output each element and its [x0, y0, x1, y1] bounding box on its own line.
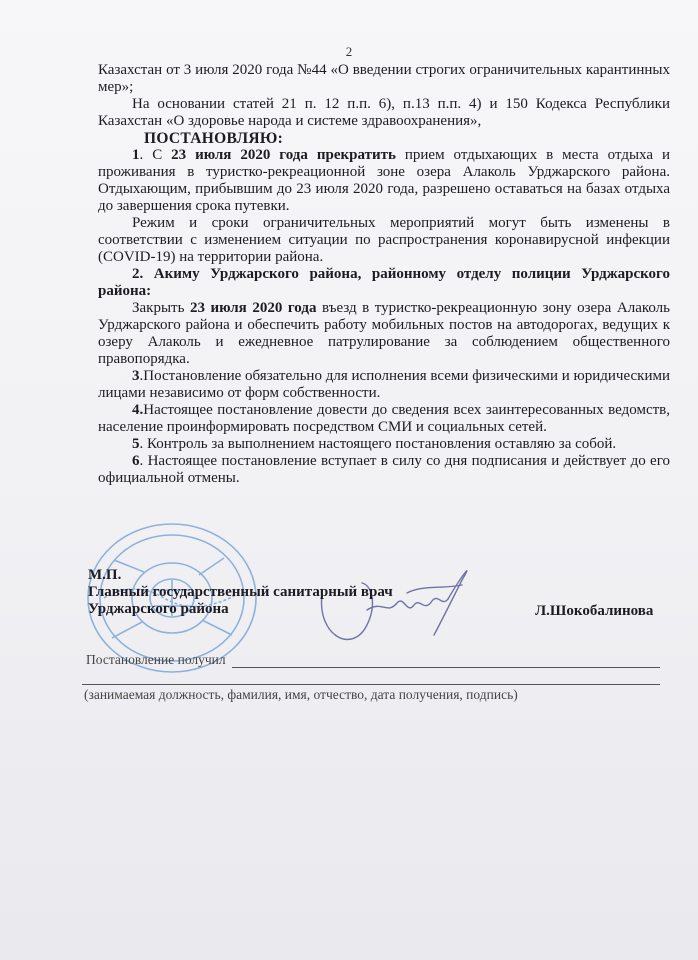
paragraph-text: прием отдыхающих в места отдыха и проживания в туристко-рекреационной зоне озера Алаколь Урджарского района. Отдыхающим, прибывшим до 23 июля 2020 года, разрешено оставаться на базах отдыха до завершения срока путевки.	[98, 147, 670, 214]
paragraph-text: .Постановление обязательно для исполнения всеми физическими и юридическими лицами независимо от форм собственности.	[98, 368, 670, 401]
paragraph-10	[98, 453, 670, 487]
paragraph-text: въезд в туристко-рекреационную зону озера Алаколь Урджарского района и обеспечить работу мобильных постов на автодорогах, ведущих к озеру Алаколь и ежедневное патрулирование за соблюдением общественного правопорядка.	[98, 300, 671, 367]
paragraph-text: Казахстан от 3 июля 2020 года №44 «О введении строгих ограничительных карантинных мер»;	[98, 62, 670, 95]
paragraph-text: 23 июля 2020 года	[189, 300, 317, 316]
paragraph-1	[98, 96, 670, 130]
signer-position-line2: Урджарского района	[88, 601, 229, 617]
document-body	[98, 62, 670, 487]
paragraph-text: ПОСТАНОВЛЯЮ:	[144, 130, 284, 147]
receiver-details-caption: (занимаемая должность, фамилия, имя, отчество, дата получения, подпись)	[84, 687, 518, 702]
paragraph-2	[98, 130, 670, 147]
paragraph-text: Режим и сроки ограничительных мероприятий могут быть изменены в соответствии с изменением ситуации по распространения коронавирусной инфекции (COVID-19) на территории района.	[98, 215, 670, 265]
paragraph-text: Закрыть	[132, 300, 190, 316]
paragraph-0	[98, 62, 670, 96]
paragraph-text: . Настоящее постановление вступает в силу со дня подписания и действует до его официальной отмены.	[98, 453, 670, 486]
paragraph-text: 4.	[132, 402, 144, 418]
paragraph-5	[98, 266, 670, 300]
paragraph-8	[98, 402, 670, 436]
paragraph-text: . С	[139, 147, 172, 163]
paragraph-text: 1	[132, 147, 140, 163]
paragraph-text: . Контроль за выполнением настоящего постановления оставляю за собой.	[139, 436, 617, 452]
paragraph-text: 6	[132, 453, 140, 469]
paragraph-text: Настоящее постановление довести до сведения всех заинтересованных ведомств, население проинформировать посредством СМИ и социальных сетей.	[98, 402, 670, 435]
signer-name: Л.Шокобалинова	[535, 603, 654, 619]
received-field	[86, 652, 660, 668]
paragraph-6	[98, 300, 670, 368]
paragraph-text: 2. Акиму Урджарского района, районному отделу полиции Урджарского района:	[98, 266, 670, 299]
paragraph-3	[98, 147, 670, 215]
paragraph-text: 23 июля 2020 года прекратить	[171, 147, 396, 163]
paragraph-text: На основании статей 21 п. 12 п.п. 6), п.13 п.п. 4) и 150 Кодекса Республики Казахстан «О здоровье народа и системе здравоохранения»,	[98, 96, 670, 129]
received-line	[232, 655, 660, 668]
stamp-place-label: М.П.	[88, 567, 122, 583]
receiver-details-line	[82, 684, 660, 685]
paragraph-text: 3	[132, 368, 140, 384]
paragraph-7	[98, 368, 670, 402]
paragraph-text: 5	[132, 436, 140, 452]
page-number: 2	[345, 44, 353, 59]
received-label: Постановление получил	[86, 652, 226, 667]
paragraph-4	[98, 215, 670, 266]
paragraph-9	[98, 436, 670, 453]
signer-position-line1: Главный государственный санитарный врач	[88, 584, 393, 600]
